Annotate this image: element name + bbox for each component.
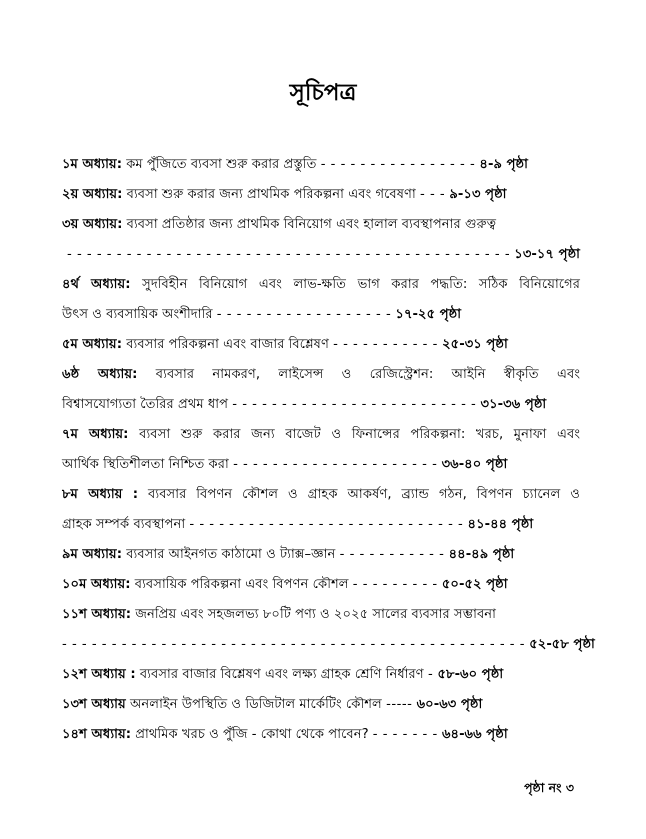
chapter-title-line-2: গ্রাহক সম্পর্ক ব্যবস্থাপনা xyxy=(62,517,186,532)
chapter-label: ১২শ অধ্যায় : xyxy=(62,667,136,682)
leader-dashes: - - - - - - - - - - - - - - - - xyxy=(320,157,476,172)
chapter-label: ৩য় অধ্যায়: xyxy=(62,217,123,232)
table-of-contents xyxy=(62,150,595,750)
page-range: ৬০-৬৩ পৃষ্ঠা xyxy=(416,697,483,712)
toc-entry-3 xyxy=(62,210,580,270)
page-number: পৃষ্ঠা নং ৩ xyxy=(524,780,574,795)
page-title: সূচিপত্র xyxy=(289,80,357,106)
chapter-title: ব্যবসার আইনগত কাঠামো ও ট্যাক্স–জ্ঞান xyxy=(126,547,336,562)
toc-entry-2 xyxy=(62,180,580,210)
leader-dashes: - - - - - - - - - - - - - - - - - - - - - xyxy=(233,457,438,472)
page-range: ৪৪-৪৯ পৃষ্ঠা xyxy=(448,547,515,562)
chapter-label: ৮ম অধ্যায় : xyxy=(62,487,139,502)
chapter-title: অনলাইন উপস্থিতি ও ডিজিটাল মার্কেটিং কৌশল xyxy=(129,697,382,712)
page-range: ১৭-২৫ পৃষ্ঠা xyxy=(395,307,462,322)
toc-entry-11 xyxy=(62,600,595,660)
chapter-title: প্রাথমিক খরচ ও পুঁজি - কোথা থেকে পাবেন? xyxy=(135,727,369,742)
toc-entry-13 xyxy=(62,690,580,720)
page-range: ৪১-৪৪ পৃষ্ঠা xyxy=(467,517,534,532)
page-range: ৫৮-৬০ পৃষ্ঠা xyxy=(437,667,504,682)
chapter-label: ৫ম অধ্যায়: xyxy=(62,337,122,352)
toc-entry-14 xyxy=(62,720,580,750)
chapter-label: ৪র্থ অধ্যায়: xyxy=(62,277,131,292)
toc-entry-7 xyxy=(62,420,580,480)
toc-entry-1 xyxy=(62,150,580,180)
leader-dashes: - - - - - - - - - xyxy=(352,577,438,592)
toc-entry-4 xyxy=(62,270,580,330)
page-range: ৬৪-৬৬ পৃষ্ঠা xyxy=(441,727,508,742)
chapter-title: জনপ্রিয় এবং সহজলভ্য ৮০টি পণ্য ও ২০২৫ সালের ব্যবসার সম্ভাবনা xyxy=(135,607,496,622)
chapter-label: ১১শ অধ্যায়: xyxy=(62,607,132,622)
leader-dashes: - - - - - - - - - - - - - - - - - - xyxy=(216,307,392,322)
page-range: ২৫-৩১ পৃষ্ঠা xyxy=(442,337,508,352)
chapter-title-line-1: ব্যবসা শুরু করার জন্য বাজেট ও ফিনান্সের পরিকল্পনা: খরচ, মুনাফা এবং xyxy=(139,427,580,442)
toc-entry-5 xyxy=(62,330,580,360)
chapter-title: ব্যবসার বাজার বিশ্লেষণ এবং লক্ষ্য গ্রাহক শ্রেণি নির্ধারণ xyxy=(139,667,424,682)
leader-dashes: - - - - - - - - - - - xyxy=(333,337,438,352)
toc-entry-6 xyxy=(62,360,580,420)
leader-dashes: - - - - - - - - - - - - - - - - - - - - - - - - - - - - - - - - - - - - - - - - - - - - - - - xyxy=(62,637,525,652)
chapter-title-line-1: সুদবিহীন বিনিয়োগ এবং লাভ-ক্ষতি ভাগ করার পদ্ধতি: সঠিক বিনিয়োগের xyxy=(142,277,580,292)
chapter-title-line-2: বিশ্বাসযোগ্যতা তৈরির প্রথম ধাপ xyxy=(62,397,229,412)
chapter-label: ১৩শ অধ্যায় xyxy=(62,697,126,712)
chapter-label: ২য় অধ্যায়: xyxy=(62,187,123,202)
chapter-title-line-2: আর্থিক স্থিতিশীলতা নিশ্চিত করা xyxy=(62,457,229,472)
toc-entry-10 xyxy=(62,570,580,600)
toc-entry-8 xyxy=(62,480,580,540)
chapter-label: ১৪শ অধ্যায়: xyxy=(62,727,132,742)
chapter-title: ব্যবসা প্রতিষ্ঠার জন্য প্রাথমিক বিনিয়োগ এবং হালাল ব্যবস্থাপনার গুরুত্ব xyxy=(126,217,497,232)
chapter-title-line-2: উৎস ও ব্যবসায়িক অংশীদারি xyxy=(62,307,213,322)
leader-dashes: ----- xyxy=(386,697,413,712)
page-range: ৫০-৫২ পৃষ্ঠা xyxy=(441,577,508,592)
page-range: ৫২-৫৮ পৃষ্ঠা xyxy=(529,637,595,652)
chapter-title: ব্যবসা শুরু করার জন্য প্রাথমিক পরিকল্পনা এবং গবেষণা xyxy=(126,187,416,202)
page-range: ৩১-৩৬ পৃষ্ঠা xyxy=(480,397,547,412)
page-range: ৪-৯ পৃষ্ঠা xyxy=(479,157,528,172)
chapter-title: ব্যবসায়িক পরিকল্পনা এবং বিপণন কৌশল xyxy=(134,577,349,592)
chapter-title: ব্যবসার পরিকল্পনা এবং বাজার বিশ্লেষণ xyxy=(126,337,329,352)
chapter-label: ৬ষ্ঠ অধ্যায়: xyxy=(62,367,138,382)
leader-dashes: - - - - - - - xyxy=(372,727,438,742)
leader-dashes: - - - - - - - - - - - - - - - - - - - - - - - - - - - - - - - - - - - - - - - - - - - - - xyxy=(67,247,511,262)
leader-dashes: - - - - - - - - - - - - - - - - - - - - - - - - - - - - xyxy=(189,517,464,532)
chapter-title-line-1: ব্যবসার নামকরণ, লাইসেন্স ও রেজিস্ট্রেশন: আইনি স্বীকৃতি এবং xyxy=(155,367,580,382)
chapter-title: কম পুঁজিতে ব্যবসা শুরু করার প্রস্তুতি xyxy=(126,157,317,172)
toc-entry-9 xyxy=(62,540,580,570)
page-range: ৯-১৩ পৃষ্ঠা xyxy=(449,187,507,202)
chapter-label: ৯ম অধ্যায়: xyxy=(62,547,122,562)
chapter-label: ১ম অধ্যায়: xyxy=(62,157,122,172)
chapter-label: ১০ম অধ্যায়: xyxy=(62,577,131,592)
chapter-label: ৭ম অধ্যায়: xyxy=(62,427,129,442)
toc-entry-12 xyxy=(62,660,580,690)
chapter-title-line-1: ব্যবসার বিপণন কৌশল ও গ্রাহক আকর্ষণ, ব্র্যান্ড গঠন, বিপণন চ্যানেল ও xyxy=(148,487,580,502)
leader-dashes: - - - xyxy=(420,187,446,202)
leader-dashes: - xyxy=(428,667,434,682)
leader-dashes: - - - - - - - - - - - - - - - - - - - - - - - - - xyxy=(232,397,477,412)
page-range: ১৩-১৭ পৃষ্ঠা xyxy=(514,247,580,262)
leader-dashes: - - - - - - - - - - - xyxy=(339,547,445,562)
page-range: ৩৬-৪০ পৃষ্ঠা xyxy=(441,457,508,472)
